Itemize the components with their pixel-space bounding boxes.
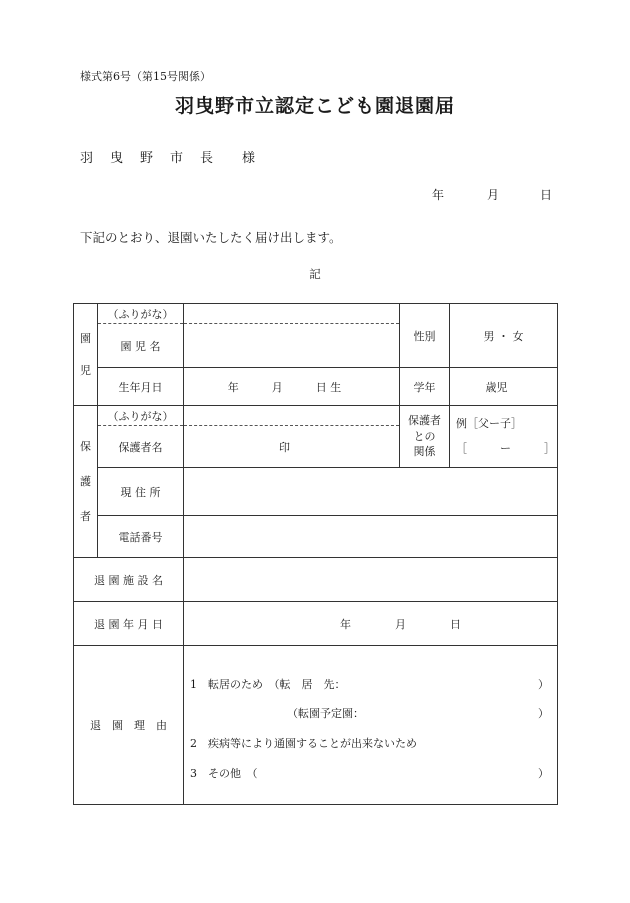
addressee-char: 市 <box>170 151 184 166</box>
reason-2[interactable]: 2 疾病等により通園することが出来ないため <box>190 737 417 750</box>
address-field[interactable] <box>184 468 558 516</box>
grade-field[interactable]: 歳児 <box>450 368 558 406</box>
child-group-label <box>74 304 98 406</box>
date-month-label: 月 <box>487 188 500 202</box>
guardian-furigana-field[interactable] <box>184 406 400 426</box>
addressee <box>80 147 255 166</box>
reason-1b[interactable]: （転園予定園： <box>287 707 364 720</box>
gender-label: 性別 <box>400 304 450 368</box>
date-year-label: 年 <box>432 188 445 202</box>
facility-field[interactable] <box>184 558 558 602</box>
withdrawal-form-table <box>73 303 558 805</box>
reason-1[interactable]: 1 転居のため （転 居 先： <box>190 678 346 691</box>
addressee-char: 羽 <box>80 151 94 166</box>
child-group-label-bottom: 児 <box>80 363 91 377</box>
relation-field[interactable] <box>450 406 558 468</box>
reason-label: 退 園 理 由 <box>74 646 184 805</box>
relation-example: 例［父ー子］ <box>456 417 522 431</box>
reason-3-close: ） <box>538 767 549 780</box>
guardian-group-char: 保 <box>80 440 91 453</box>
reason-3[interactable]: 3 その他 （ <box>190 767 258 780</box>
ki-label: 記 <box>309 267 321 281</box>
reason-1b-close: ） <box>538 707 549 720</box>
grade-label: 学年 <box>400 368 450 406</box>
date-day-label: 日 <box>540 188 553 202</box>
child-name-field[interactable] <box>184 324 400 368</box>
relation-label-line: 保護者 <box>408 413 441 427</box>
addressee-char: 長 <box>200 151 214 166</box>
document-title: 羽曳野市立認定こども園退園届 <box>174 95 455 117</box>
facility-label: 退 園 施 設 名 <box>74 558 184 602</box>
phone-field[interactable] <box>184 516 558 558</box>
guardian-group-char: 者 <box>80 510 91 523</box>
withdrawal-date-label: 退 園 年 月 日 <box>74 602 184 646</box>
child-group-label-top: 園 <box>80 332 91 346</box>
reason-options <box>184 646 558 805</box>
withdrawal-date-field[interactable]: 年 月 日 <box>184 602 558 646</box>
child-furigana-label: （ふりがな） <box>98 304 184 324</box>
relation-label <box>400 406 450 468</box>
birthdate-field[interactable]: 年 月 日 生 <box>184 368 400 406</box>
child-name-label: 園 児 名 <box>98 324 184 368</box>
gender-options[interactable]: 男 ・ 女 <box>450 304 558 368</box>
addressee-char: 曳 <box>110 151 124 166</box>
birthdate-label: 生年月日 <box>98 368 184 406</box>
relation-label-line: 関係 <box>413 445 436 459</box>
addressee-char: 野 <box>140 151 154 166</box>
relation-label-line: との <box>413 429 436 443</box>
intro-text: 下記のとおり、退園いたしたく届け出します。 <box>80 230 342 245</box>
guardian-furigana-label: （ふりがな） <box>98 406 184 426</box>
guardian-group-char: 護 <box>80 475 91 488</box>
addressee-honorific: 様 <box>242 151 256 166</box>
address-label: 現 住 所 <box>98 468 184 516</box>
guardian-group-label <box>74 406 98 558</box>
form-number: 様式第6号（第15号関係） <box>80 70 211 83</box>
relation-input[interactable]: ［ ー ］ <box>456 441 555 455</box>
guardian-name-label: 保護者名 <box>98 426 184 468</box>
child-furigana-field[interactable] <box>184 304 400 324</box>
phone-label: 電話番号 <box>98 516 184 558</box>
guardian-name-field[interactable]: 印 <box>184 426 400 468</box>
reason-1-close: ） <box>538 678 549 691</box>
